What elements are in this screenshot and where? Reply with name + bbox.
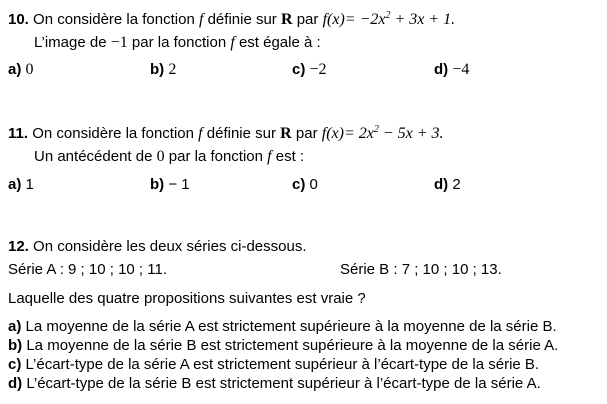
q12-prop-a[interactable]: a) La moyenne de la série A est strictement supérieure à la moyenne de la série B. [8, 318, 557, 335]
q10-option-c[interactable]: c) −2 [292, 61, 327, 78]
q10-statement: 10. On considère la fonction f définie sur R par $f(x)= -2x^2 + 3x + 1$. [8, 10, 456, 28]
q12-statement: 12. On considère les deux séries ci-dessous. [8, 238, 307, 255]
q11-statement: 11. On considère la fonction f définie sur R par $f(x)= 2x^2 - 5x + 3$. [8, 124, 444, 142]
q12-number: 12. [8, 238, 29, 255]
q11-option-b[interactable]: b) − 1 [150, 176, 190, 193]
q12-serie-b: Série B : 7 ; 10 ; 10 ; 13. [340, 261, 502, 278]
q11-option-a[interactable]: a) 1 [8, 176, 34, 193]
q10-line2: L’image de −1 par la fonction f est égale à : [34, 34, 321, 51]
q11-option-c[interactable]: c) 0 [292, 176, 318, 193]
q11-line2: Un antécédent de 0 par la fonction f est : [34, 148, 305, 165]
q11-formula: $f(x)= 2x^2 - 5x + 3$. [321, 124, 444, 142]
q12-prop-b[interactable]: b) La moyenne de la série B est strictement supérieure à la moyenne de la série A. [8, 337, 559, 354]
q12-prop-c[interactable]: c) L’écart-type de la série A est strictement supérieur à l’écart-type de la série B. [8, 356, 540, 373]
q10-formula: $f(x)= -2x^2 + 3x + 1$. [322, 10, 456, 28]
q12-prop-d[interactable]: d) L’écart-type de la série B est strictement supérieur à l’écart-type de la série A. [8, 375, 541, 392]
q11-option-d[interactable]: d) 2 [434, 176, 461, 193]
q10-option-d[interactable]: d) −4 [434, 61, 470, 78]
q11-number: 11. [8, 125, 29, 142]
q12-question: Laquelle des quatre propositions suivantes est vraie ? [8, 290, 366, 307]
q10-number: 10. [8, 11, 29, 28]
q12-serie-a: Série A : 9 ; 10 ; 10 ; 11. [8, 261, 167, 278]
q10-option-b[interactable]: b) 2 [150, 61, 177, 78]
q10-option-a[interactable]: a) 0 [8, 61, 34, 78]
